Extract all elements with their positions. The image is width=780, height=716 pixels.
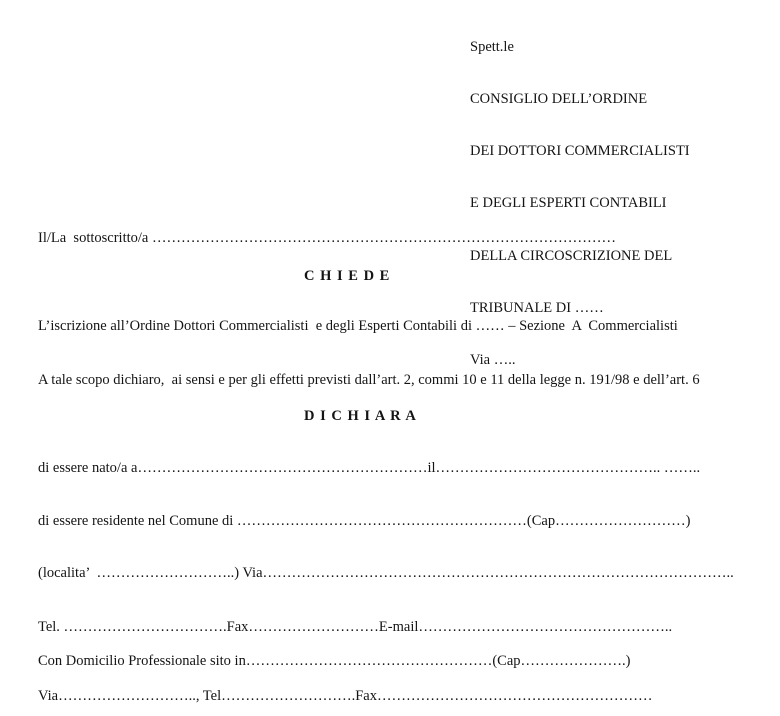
recipient-line-tribunale: TRIBUNALE DI …… (470, 299, 604, 316)
recipient-line-circoscrizione: DELLA CIRCOSCRIZIONE DEL (470, 247, 673, 264)
recipient-line-consiglio: CONSIGLIO DELL’ORDINE (470, 91, 648, 108)
localita-via-line: (localita’ ………………………..) Via…………………………………………………………………………………….. (38, 565, 734, 581)
applicant-name-line: Il/La sottoscritto/a …………………………………………………………………………………… (38, 230, 616, 246)
scopo-declaration-line: A tale scopo dichiaro, ai sensi e per gli effetti previsti dall’art. 2, commi 10 e 11 della legge n. 191/98 e dell’art. 6 (38, 372, 700, 388)
heading-dichiara: D I C H I A R A (304, 408, 417, 424)
recipient-line-esperti: E DEGLI ESPERTI CONTABILI (470, 195, 667, 212)
heading-chiede: C H I E D E (304, 268, 391, 284)
residence-comune-cap-line: di essere residente nel Comune di ……………………………………………………(Cap………………………) (38, 513, 691, 529)
recipient-address-block (470, 4, 690, 404)
iscrizione-request-line: L’iscrizione all’Ordine Dottori Commercialisti e degli Esperti Contabili di …… – Sezione A Commercialisti (38, 318, 678, 334)
birth-place-date-line: di essere nato/a a……………………………………………………il……………………………………….. …….. (38, 460, 701, 476)
domicile-via-tel-fax-line: Via……………………….., Tel……………………….Fax………………………………………………… (38, 688, 653, 704)
recipient-line-via: Via ….. (470, 352, 516, 369)
recipient-line-spettle: Spett.le (470, 38, 514, 55)
recipient-line-dottori: DEI DOTTORI COMMERCIALISTI (470, 143, 690, 160)
tel-fax-email-line: Tel. …………………………….Fax………………………E-mail…………………………………………….. (38, 619, 673, 635)
professional-domicile-line: Con Domicilio Professionale sito in……………………………………………(Cap………………….) (38, 653, 631, 669)
